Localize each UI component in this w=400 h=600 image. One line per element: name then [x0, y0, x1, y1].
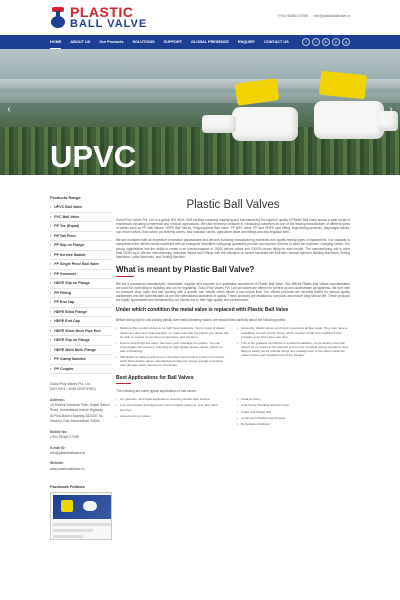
contact-line: 18,Shreeji Industrial Park, Kujadi Bakrol [50, 403, 110, 408]
section-heading-conditions: Under which condition the metal valve is replaced with Plastic Ball Valve [116, 307, 289, 314]
application-bullet: • Instrument root valves [116, 414, 229, 418]
nav-solutions[interactable]: SOLUTIONS [132, 40, 155, 44]
products-range-list [50, 203, 112, 374]
nav-global-presence[interactable]: GLOBAL PRESENCE [191, 40, 229, 44]
chevron-right-icon: › [50, 233, 52, 238]
condition-bullet: • Will plastic be able to endure any chemical compounds it comes into contact with? Most plastic valves manufactured today are strong enough to acquire past damage when exposed to chemicals. [116, 355, 229, 367]
conditions-columns [116, 326, 350, 369]
chevron-right-icon: › [50, 309, 52, 314]
sidebar-product-item[interactable] [50, 346, 112, 356]
applications-right-list [237, 397, 350, 427]
sidebar-product-label: PP Tee (Equal) [54, 224, 80, 229]
sidebar-product-item[interactable] [50, 241, 112, 251]
contact-line: Address: [50, 397, 65, 402]
contact-line: At.Post-Bakrol Bujrang-382430, Ta. [50, 413, 104, 418]
hero-title-line1: UPVC [50, 139, 137, 174]
page-title: Plastic Ball Valves [186, 199, 280, 211]
facebook-icon[interactable]: f [302, 38, 310, 46]
sidebar-product-item[interactable] [50, 298, 112, 308]
products-range-heading: Products Range [50, 195, 81, 200]
main-navbar [0, 35, 400, 49]
application-bullet: • Continuous Platforming Process [237, 416, 350, 420]
sidebar-product-label: HDPE Blind Flange [54, 309, 87, 314]
sidebar-product-item[interactable] [50, 222, 112, 232]
chevron-right-icon: › [50, 357, 52, 362]
applications-columns [116, 397, 350, 427]
nav-home[interactable]: HOME [50, 35, 61, 49]
chevron-right-icon: › [50, 271, 52, 276]
chevron-right-icon: › [50, 338, 52, 343]
slider-prev-arrow-icon[interactable]: ‹ [7, 104, 11, 115]
contact-line: Gokul Poly Valves Pvt. Ltd. [50, 382, 91, 386]
sidebar-product-item[interactable] [50, 365, 112, 375]
sidebar-product-label: UPVC Ball Valve [54, 205, 82, 210]
pinterest-icon[interactable]: p [332, 38, 340, 46]
sidebar-product-label: PP Grommet [54, 271, 76, 276]
logo-line1: PLASTIC [70, 4, 134, 20]
sidebar-product-item[interactable] [50, 270, 112, 280]
applications-left-list [116, 397, 229, 427]
nav-menu [50, 35, 298, 49]
sidebar-product-item[interactable] [50, 308, 112, 318]
facebook-cover-image [53, 495, 111, 519]
conditions-right-list [237, 326, 350, 369]
sidebar-product-item[interactable] [50, 260, 112, 270]
application-bullet: • Low-point drains and high-point vents in liquid, gaseous, and other fluid services [116, 403, 229, 411]
sidebar-product-item[interactable] [50, 232, 112, 242]
chevron-right-icon: › [50, 300, 52, 305]
sidebar-product-label: PP Service Saddle [54, 252, 86, 257]
sidebar-product-label: PP Coupler [54, 366, 74, 371]
sidebar-contact-info [50, 382, 112, 472]
nav-enquiry[interactable]: ENQUIRY [237, 40, 256, 44]
sidebar-product-label: PP Fitting [54, 290, 71, 295]
condition-bullet: • Generally, plastic valves won't look covered at all like metal. They also have a beautifully smooth interior lining, which creates a high flow coefficient and provides even flow rates over time. [237, 326, 350, 338]
sidebar-product-label: HDPE Slip on Flange [54, 281, 90, 286]
sidebar-product-item[interactable] [50, 279, 112, 289]
nav-support[interactable]: SUPPORT [163, 40, 183, 44]
header-phone[interactable]: (+91) 96384 07098 [277, 14, 308, 18]
sidebar-product-item[interactable] [50, 336, 112, 346]
chevron-right-icon: › [50, 224, 52, 229]
contact-line: (ISO 9001 : 2008 CERTIFIED) [50, 387, 96, 392]
application-bullet: • Catalyst Slurry [237, 397, 350, 401]
heading-underline-applications [116, 383, 131, 384]
main-content [116, 195, 350, 428]
hero-valve-image-right [310, 71, 390, 161]
contact-line: Mobile No: [50, 429, 68, 434]
intro-paragraph: Gokul Poly Valves Pvt. Ltd. is a global ISO 9001:2008 certified company supplying and manufacturing the superior quality of Plastic Ball Valve across a wide range of businesses including commercial and medical applications. We take immense pleasure in introducing ourselves as one of the leading manufacturer of different types of valves such as PP Ball Valves, HDPE Ball Valves, Polypropylene Ball Valve, PP NRV Valve, PP and HDPE pipe fitting, engineering products, diaphragm valves, non return valves, foot valves, pp butterfly valves, flow indicator valves, agriculture valve and fittings and drip irrigation item. [116, 218, 350, 235]
sidebar-product-label: PP Single Piece Ball Valve [54, 262, 99, 267]
contact-line: (+91) 96384 07098 [50, 434, 79, 439]
meaning-paragraph: We are a paramount manufacturer, wholesaler, supplier and exporter of a qualitative assortment of Plastic Ball Valve. Our offered Plastic Ball Valves manufacturers are used for controlling or isolating and run for regulating. Gokul Poly Valves Pvt. Ltd ball valves are offered for perfect up and downstream air tightness, full bore with no pressure drop, ease and fast opening with a quarter turn handle which allows a low torque limit. Our offered products are severely tested on various quality parameters and are authenticated as per the international standards of quality. These products are resistant to corrosion and ensure long service life. These products are highly appreciated and demanded by our clients due to their high quality and performance. [116, 281, 350, 303]
facebook-follows-heading: Facebook Follows [50, 484, 85, 490]
chevron-right-icon: › [50, 319, 52, 324]
facebook-widget[interactable] [50, 492, 112, 540]
sidebar-product-label: PVC Ball Valve [54, 214, 80, 219]
contact-line: E-mail ID: [50, 445, 66, 450]
sidebar-product-label: PP Clamp Saddles [54, 357, 86, 362]
sidebar-product-item[interactable] [50, 327, 112, 337]
sidebar-product-item[interactable] [50, 317, 112, 327]
sidebar-product-item[interactable] [50, 203, 112, 213]
conditions-left-list [116, 326, 229, 369]
condition-bullet: • Metal is often preferred due to its high heat resistance. Some types of plastic valves are also very heat-resistant, so make sure that the plastic you desire will be able to survive tremendous temperature and pressure. [116, 326, 229, 338]
chevron-right-icon: › [50, 328, 52, 333]
sidebar-product-item[interactable] [50, 289, 112, 299]
nav-products[interactable]: Our Products [99, 40, 124, 44]
applications-paragraph: The following are some typical applications of ball valves: [116, 389, 197, 394]
valve-logo-icon [50, 7, 66, 29]
sidebar-product-label: HDPE Weld Neck Flange [54, 347, 96, 352]
hero-slider [0, 49, 400, 196]
chevron-right-icon: › [50, 347, 52, 352]
sidebar-product-item[interactable] [50, 355, 112, 365]
chevron-right-icon: › [50, 214, 52, 219]
slider-next-arrow-icon[interactable]: › [389, 104, 393, 115]
contact-line: info@plasticballvalve.in [50, 450, 86, 455]
sidebar-product-label: HDPE Slip on Flange [54, 338, 90, 343]
application-bullet: • Coker and Heavy Oils [237, 410, 350, 414]
sidebar-product-item[interactable] [50, 251, 112, 261]
chevron-right-icon: › [50, 366, 52, 371]
heading-underline [116, 276, 134, 277]
site-header [0, 0, 400, 35]
sidebar-product-item[interactable] [50, 213, 112, 223]
logo[interactable] [50, 5, 147, 30]
google-icon[interactable]: g [342, 38, 350, 46]
section-heading-applications: Best Applications for Ball Valves [116, 375, 194, 382]
hero-title [50, 141, 160, 195]
chevron-right-icon: › [50, 252, 52, 257]
sidebar [50, 195, 112, 540]
nav-about[interactable]: ABOUT US [70, 40, 91, 44]
hero-valve-image-left [230, 77, 300, 157]
application-bullet: • Coal Slurry Handling Ash Removal [237, 403, 350, 407]
chevron-right-icon: › [50, 243, 52, 248]
contact-line: Daskroi, Dist-Ahmedabad, INDIA. [50, 419, 101, 424]
condition-bullet: • Ensure that things like water hammers won't damage the plastic. You can (in)vestigate this issue by selecting for high quality plastic valves, which not take a thrashing! [116, 341, 229, 353]
header-contact [278, 14, 350, 18]
sidebar-product-label: PP End Cap [54, 300, 75, 305]
conditions-paragraph: Before diving right in and picking plastic over metal plumbing valves, we should think carefully about the following points: [116, 318, 286, 323]
linkedin-icon[interactable]: in [322, 38, 330, 46]
twitter-icon[interactable]: t [312, 38, 320, 46]
chevron-right-icon: › [50, 262, 52, 267]
chevron-right-icon: › [50, 281, 52, 286]
section-heading-meaning: What is meant by Plastic Ball Valve? [116, 264, 255, 274]
contact-line: www.plasticballvalve.in [50, 466, 85, 471]
hero-title-line2: BALL VALVE [50, 176, 161, 196]
application-bullet: • Air, gasoline, and liquid applications requiring bubble-tight service [116, 397, 229, 401]
application-bullet: • Dehydration Refinery [237, 422, 350, 426]
condition-bullet: • This is the greatest contributor to a failed installation, so be doubly sure that there'll be no stress to the element at any time including during operation. Red flags to watch out for include things like misalignment of the valve inside the metal system and misalignment of the flanges. [237, 341, 350, 357]
nav-contact[interactable]: CONTACT US [264, 40, 289, 44]
sidebar-product-label: HDPE Short Neck Pipe End [54, 328, 101, 333]
social-links [302, 38, 350, 46]
sidebar-product-label: PP Tail Piece [54, 233, 77, 238]
chevron-right-icon: › [50, 290, 52, 295]
sidebar-product-label: HDPE End Cap [54, 319, 80, 324]
intro-paragraph-2: We are furnished with all imperative innovation apparatuses and devices including manufacturing machines and quality testing types of equipments. Our capacity to comprehend the client's needs combined with an energized innovative workgroup guarantee provide conveyance of items to meet the business' changing needs. Our strong organization has the ability to create in an overabundance of 10000 pieces valves and 100000 pieces fitting for each month. The manufacturing unit is more than 10000 sq.ft. We are manufacturing Industrial Valves and Fittings with the utilization of current hardware like Extruder, Vertical Injection Molding Machines, Drilling Machines, Lathe Machines, and Testing Machine. [116, 238, 350, 259]
contact-line: Road, Ahmedabad-Indore Highway, [50, 408, 104, 413]
sidebar-product-label: PP Slip on Flange [54, 243, 85, 248]
header-email[interactable]: info@plasticballvalve.in [313, 14, 350, 18]
contact-line: Website: [50, 461, 65, 466]
chevron-right-icon: › [50, 205, 52, 210]
logo-line2: BALL VALVE [70, 18, 148, 30]
